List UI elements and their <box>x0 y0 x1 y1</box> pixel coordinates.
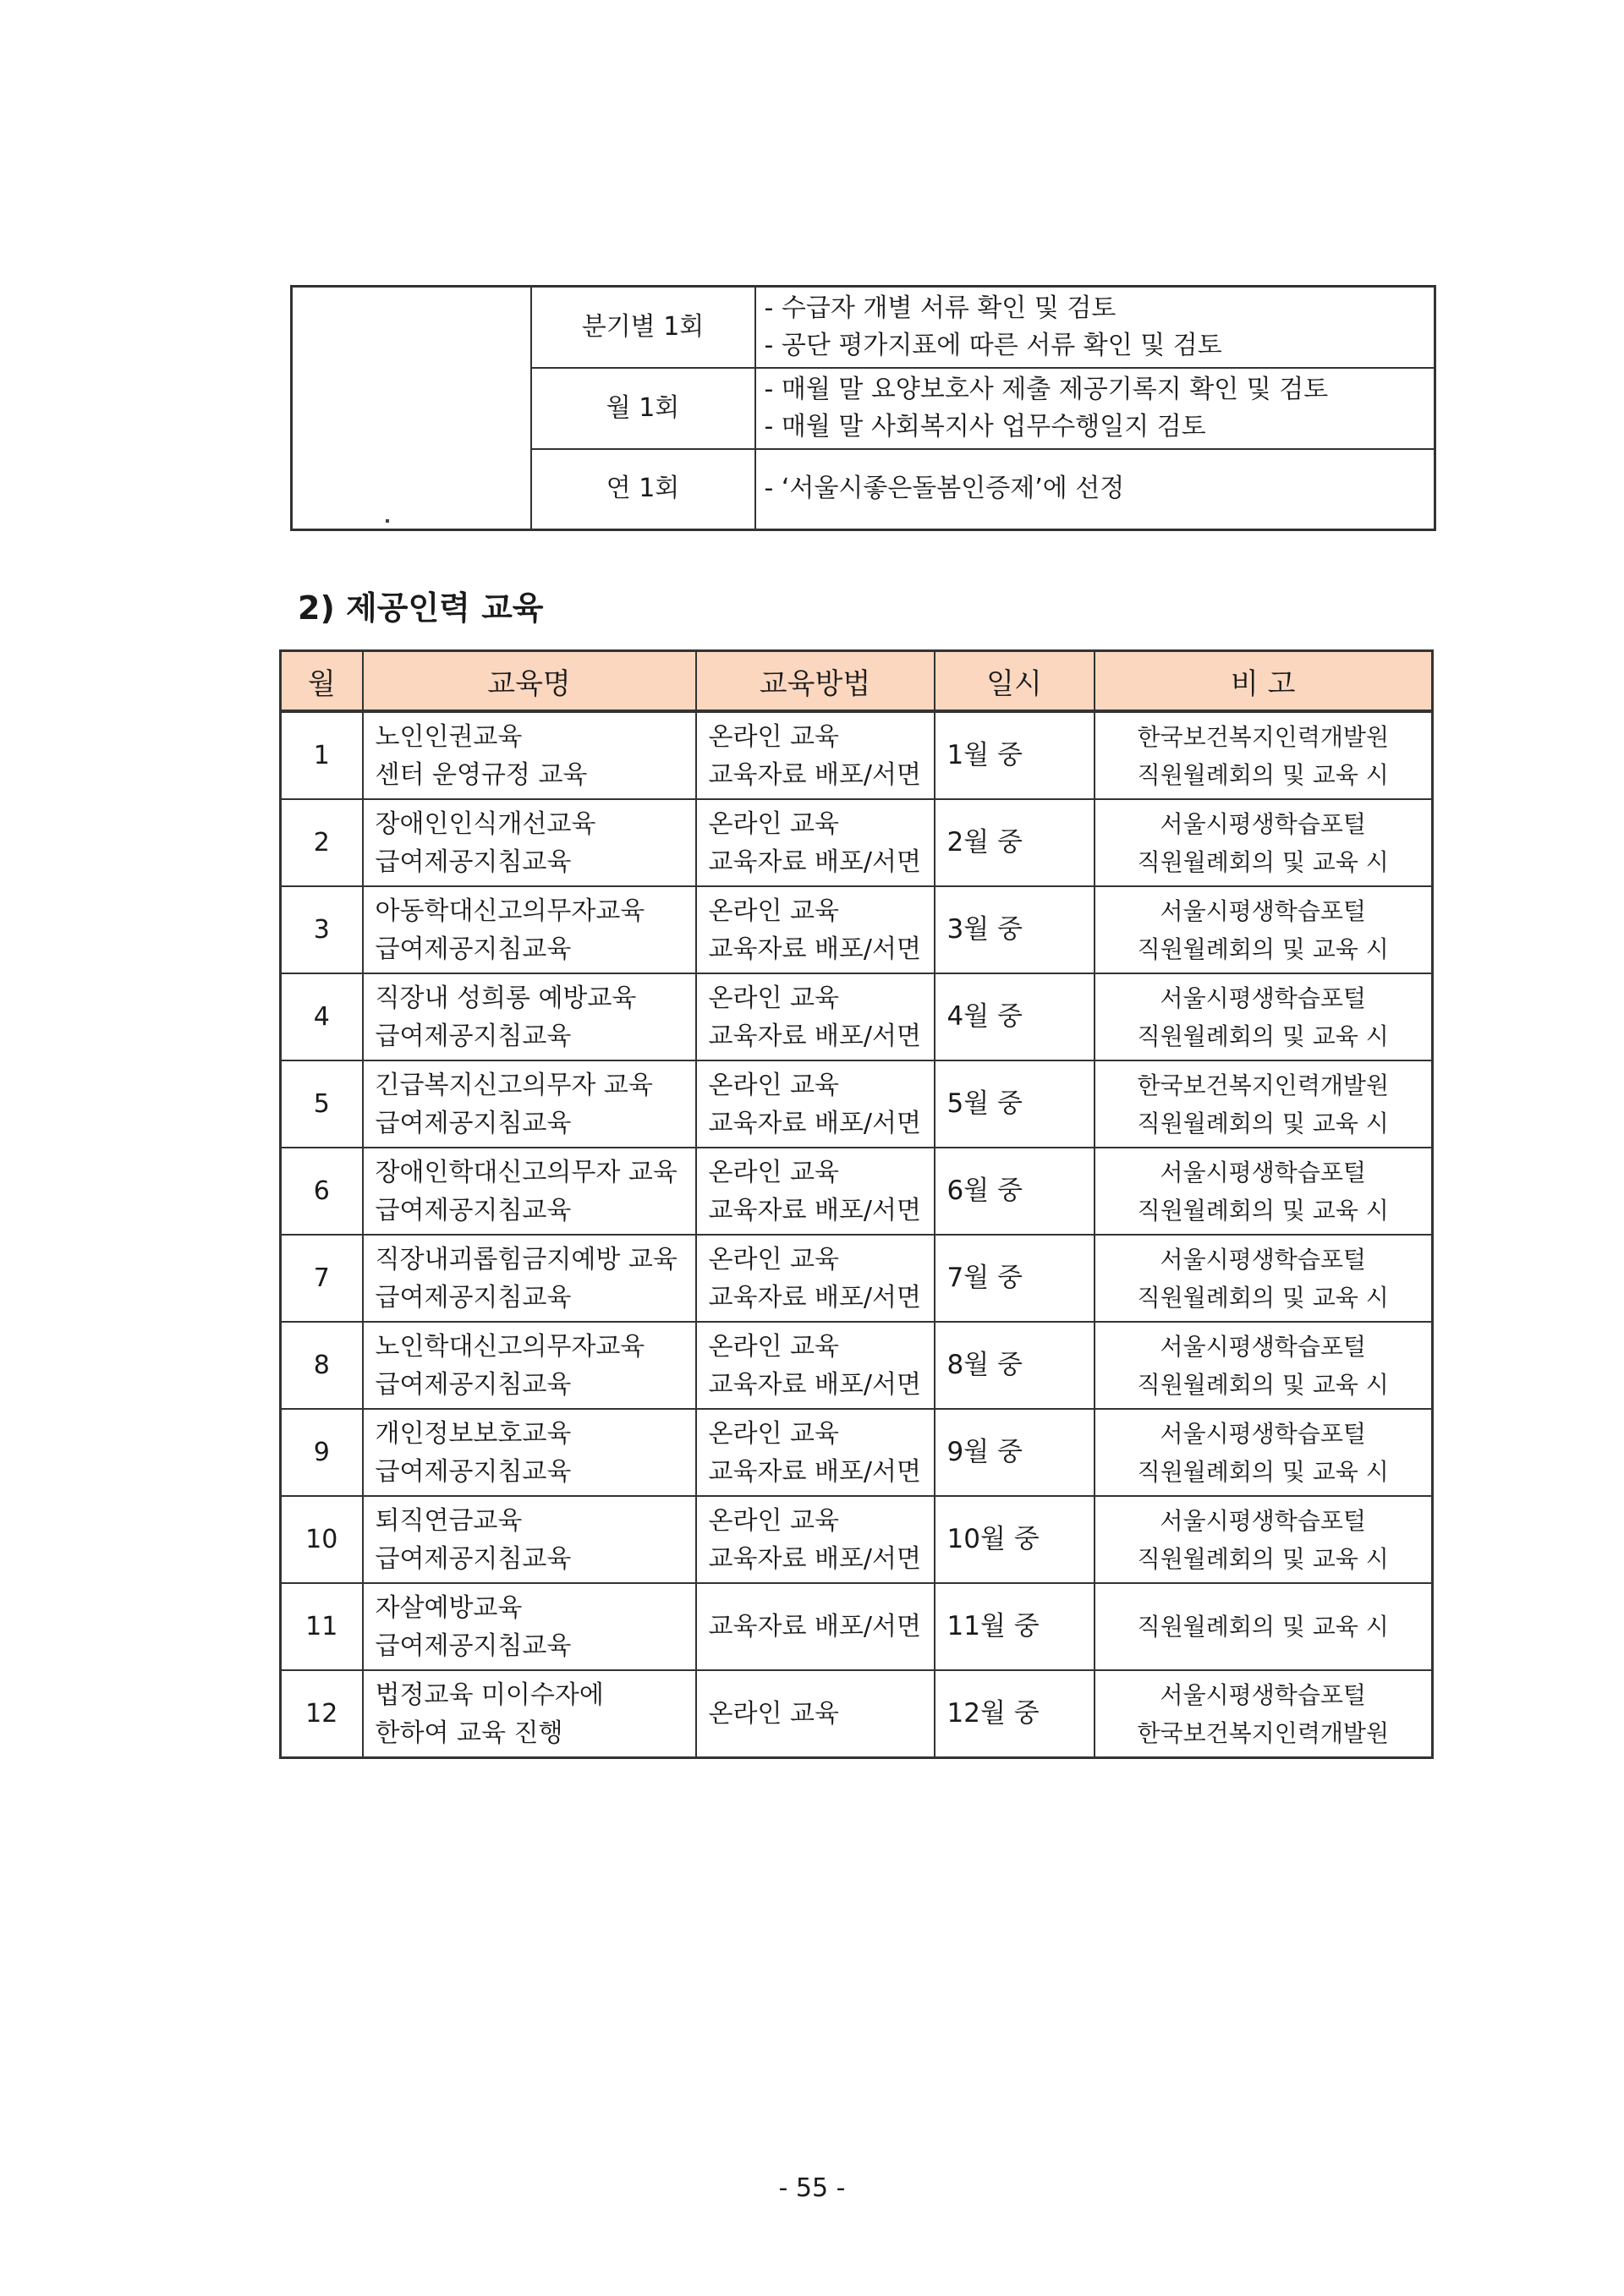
name-cell-line: 급여제공지침교육 <box>375 1195 572 1225</box>
header-name: 교육명 <box>363 651 696 712</box>
table-row <box>281 1670 1433 1758</box>
header-month: 월 <box>281 651 363 712</box>
time-cell: 3월 중 <box>935 886 1095 973</box>
month-cell: 2 <box>281 799 363 886</box>
method-cell <box>696 1148 935 1235</box>
frequency-cell: 연 1회 <box>531 449 755 530</box>
month-cell: 7 <box>281 1235 363 1322</box>
method-cell-line: 온라인 교육 <box>708 896 839 926</box>
time-cell: 8월 중 <box>935 1322 1095 1409</box>
name-cell-line: 급여제공지침교육 <box>375 1108 572 1138</box>
note-cell-line: 서울시평생학습포털 <box>1160 1506 1366 1535</box>
method-cell <box>696 886 935 973</box>
method-cell <box>696 799 935 886</box>
name-cell-line: 급여제공지침교육 <box>375 847 572 877</box>
note-cell-line: 직원월례회의 및 교육 시 <box>1137 1544 1389 1573</box>
note-cell-line: 서울시평생학습포털 <box>1160 1332 1366 1361</box>
month-cell: 9 <box>281 1409 363 1496</box>
time-cell: 10월 중 <box>935 1496 1095 1583</box>
name-cell <box>363 1322 696 1409</box>
method-cell <box>696 1322 935 1409</box>
name-cell <box>363 973 696 1060</box>
method-cell <box>696 711 935 799</box>
frequency-cell: 월 1회 <box>531 368 755 449</box>
table-row <box>281 711 1433 799</box>
month-cell: 11 <box>281 1583 363 1670</box>
note-cell <box>1095 1496 1433 1583</box>
name-cell-line: 노인학대신고의무자교육 <box>375 1331 645 1362</box>
method-cell-line: 온라인 교육 <box>708 983 839 1013</box>
name-cell-line: 퇴직연금교육 <box>375 1505 523 1536</box>
note-cell <box>1095 799 1433 886</box>
method-cell-line: 온라인 교육 <box>708 721 839 752</box>
section-title: 2) 제공인력 교육 <box>298 589 544 627</box>
name-cell-line: 급여제공지침교육 <box>375 1630 572 1661</box>
name-cell-line: 장애인학대신고의무자 교육 <box>375 1157 678 1187</box>
name-cell-line: 한하여 교육 진행 <box>375 1718 563 1748</box>
time-cell: 11월 중 <box>935 1583 1095 1670</box>
name-cell-line: 직장내괴롭힘금지예방 교육 <box>375 1244 678 1274</box>
method-cell-line: 온라인 교육 <box>708 1418 839 1449</box>
time-cell: 1월 중 <box>935 711 1095 799</box>
note-cell-line: 서울시평생학습포털 <box>1160 809 1366 838</box>
oversight-schedule-body <box>292 287 1435 530</box>
item-line: - ‘서울시좋은돌봄인증제’에 선정 <box>764 474 1125 504</box>
name-cell-line: 직장내 성희롱 예방교육 <box>375 983 637 1013</box>
note-cell-line: 직원월례회의 및 교육 시 <box>1137 760 1389 789</box>
method-cell-line: 온라인 교육 <box>708 808 839 839</box>
method-cell-line: 온라인 교육 <box>708 1070 839 1100</box>
item-line: - 수급자 개별 서류 확인 및 검토 <box>764 293 1116 323</box>
staff-education-table <box>279 649 1434 1759</box>
month-cell: 1 <box>281 711 363 799</box>
method-cell-line: 온라인 교육 <box>708 1331 839 1362</box>
table-row <box>281 973 1433 1060</box>
name-cell-line: 장애인인식개선교육 <box>375 808 596 839</box>
note-cell <box>1095 711 1433 799</box>
method-cell-line: 교육자료 배포/서면 <box>708 759 921 790</box>
education-rows <box>281 711 1433 1758</box>
note-cell-line: 서울시평생학습포털 <box>1160 1245 1366 1274</box>
method-cell <box>696 1670 935 1758</box>
items-cell <box>755 368 1435 449</box>
note-cell-line: 서울시평생학습포털 <box>1160 1419 1366 1448</box>
table-row <box>281 1583 1433 1670</box>
table-row <box>281 1060 1433 1148</box>
note-cell <box>1095 1409 1433 1496</box>
method-cell <box>696 1496 935 1583</box>
method-cell-line: 온라인 교육 <box>708 1505 839 1536</box>
name-cell-line: 법정교육 미이수자에 <box>375 1680 604 1710</box>
table-row <box>292 287 1435 368</box>
table-row <box>281 1322 1433 1409</box>
note-cell <box>1095 973 1433 1060</box>
method-cell-line: 교육자료 배포/서면 <box>708 1108 921 1138</box>
method-cell-line: 온라인 교육 <box>708 1244 839 1274</box>
table-row <box>281 1148 1433 1235</box>
method-cell-line: 교육자료 배포/서면 <box>708 1282 921 1312</box>
name-cell <box>363 1496 696 1583</box>
name-cell-line: 급여제공지침교육 <box>375 1543 572 1574</box>
method-cell-line: 교육자료 배포/서면 <box>708 847 921 877</box>
method-cell <box>696 973 935 1060</box>
name-cell <box>363 1670 696 1758</box>
time-cell: 5월 중 <box>935 1060 1095 1148</box>
method-cell <box>696 1409 935 1496</box>
note-cell-line: 서울시평생학습포털 <box>1160 896 1366 925</box>
note-cell-line: 직원월례회의 및 교육 시 <box>1137 1613 1389 1641</box>
header-note: 비 고 <box>1095 651 1433 712</box>
note-cell-line: 서울시평생학습포털 <box>1160 1158 1366 1186</box>
month-cell: 5 <box>281 1060 363 1148</box>
name-cell <box>363 1060 696 1148</box>
table-row <box>281 886 1433 973</box>
note-cell-line: 직원월례회의 및 교육 시 <box>1137 1370 1389 1399</box>
name-cell-line: 급여제공지침교육 <box>375 1021 572 1051</box>
method-cell-line: 교육자료 배포/서면 <box>708 1456 921 1487</box>
note-cell-line: 직원월례회의 및 교육 시 <box>1137 847 1389 876</box>
time-cell: 7월 중 <box>935 1235 1095 1322</box>
name-cell <box>363 1409 696 1496</box>
note-cell <box>1095 1583 1433 1670</box>
method-cell <box>696 1060 935 1148</box>
time-cell: 6월 중 <box>935 1148 1095 1235</box>
method-cell-line: 교육자료 배포/서면 <box>708 1369 921 1400</box>
method-cell-line: 교육자료 배포/서면 <box>708 1543 921 1574</box>
name-cell <box>363 799 696 886</box>
note-cell-line: 직원월례회의 및 교육 시 <box>1137 934 1389 963</box>
note-cell-line: 한국보건복지인력개발원 <box>1137 722 1390 751</box>
stray-dot <box>386 519 389 523</box>
name-cell <box>363 1583 696 1670</box>
time-cell: 2월 중 <box>935 799 1095 886</box>
month-cell: 8 <box>281 1322 363 1409</box>
items-cell <box>755 287 1435 368</box>
name-cell-line: 자살예방교육 <box>375 1592 523 1623</box>
method-cell-line: 교육자료 배포/서면 <box>708 1021 921 1051</box>
item-line: - 공단 평가지표에 따른 서류 확인 및 검토 <box>764 330 1222 360</box>
name-cell <box>363 1235 696 1322</box>
note-cell <box>1095 1148 1433 1235</box>
note-cell-line: 직원월례회의 및 교육 시 <box>1137 1457 1389 1486</box>
note-cell-line: 한국보건복지인력개발원 <box>1137 1718 1390 1747</box>
header-time: 일시 <box>935 651 1095 712</box>
method-cell-line: 교육자료 배포/서면 <box>708 1612 921 1641</box>
note-cell-line: 직원월례회의 및 교육 시 <box>1137 1283 1389 1312</box>
method-cell <box>696 1583 935 1670</box>
note-cell-line: 한국보건복지인력개발원 <box>1137 1071 1390 1099</box>
items-cell <box>755 449 1435 530</box>
page-number: - 55 - <box>778 2173 846 2203</box>
note-cell <box>1095 1060 1433 1148</box>
time-cell: 12월 중 <box>935 1670 1095 1758</box>
month-cell: 10 <box>281 1496 363 1583</box>
method-cell-line: 교육자료 배포/서면 <box>708 934 921 964</box>
note-cell <box>1095 1235 1433 1322</box>
name-cell-line: 급여제공지침교육 <box>375 1456 572 1487</box>
method-cell-line: 교육자료 배포/서면 <box>708 1195 921 1225</box>
item-line: - 매월 말 요양보호사 제출 제공기록지 확인 및 검토 <box>764 374 1329 404</box>
name-cell-line: 아동학대신고의무자교육 <box>375 896 645 926</box>
time-cell: 4월 중 <box>935 973 1095 1060</box>
month-cell: 3 <box>281 886 363 973</box>
name-cell <box>363 886 696 973</box>
month-cell: 6 <box>281 1148 363 1235</box>
month-cell: 12 <box>281 1670 363 1758</box>
name-cell-line: 급여제공지침교육 <box>375 1369 572 1400</box>
table-row <box>281 1235 1433 1322</box>
blank-category-cell <box>292 287 531 530</box>
note-cell <box>1095 1322 1433 1409</box>
name-cell-line: 급여제공지침교육 <box>375 934 572 964</box>
name-cell-line: 긴급복지신고의무자 교육 <box>375 1070 653 1100</box>
name-cell-line: 노인인권교육 <box>375 721 523 752</box>
note-cell <box>1095 886 1433 973</box>
name-cell <box>363 711 696 799</box>
note-cell-line: 직원월례회의 및 교육 시 <box>1137 1196 1389 1225</box>
frequency-cell: 분기별 1회 <box>531 287 755 368</box>
note-cell-line: 서울시평생학습포털 <box>1160 984 1366 1012</box>
note-cell <box>1095 1670 1433 1758</box>
table-row <box>281 799 1433 886</box>
month-cell: 4 <box>281 973 363 1060</box>
name-cell-line: 개인정보보호교육 <box>375 1418 572 1449</box>
method-cell <box>696 1235 935 1322</box>
name-cell-line: 급여제공지침교육 <box>375 1282 572 1312</box>
oversight-schedule-table <box>290 285 1436 531</box>
name-cell <box>363 1148 696 1235</box>
table-row <box>281 1409 1433 1496</box>
note-cell-line: 직원월례회의 및 교육 시 <box>1137 1022 1389 1050</box>
note-cell-line: 직원월례회의 및 교육 시 <box>1137 1109 1389 1137</box>
method-cell-line: 온라인 교육 <box>708 1699 839 1729</box>
table-row <box>281 1496 1433 1583</box>
header-row <box>281 651 1433 712</box>
item-line: - 매월 말 사회복지사 업무수행일지 검토 <box>764 411 1206 441</box>
header-method: 교육방법 <box>696 651 935 712</box>
name-cell-line: 센터 운영규정 교육 <box>375 759 588 790</box>
method-cell-line: 온라인 교육 <box>708 1157 839 1187</box>
note-cell-line: 서울시평생학습포털 <box>1160 1680 1366 1709</box>
time-cell: 9월 중 <box>935 1409 1095 1496</box>
